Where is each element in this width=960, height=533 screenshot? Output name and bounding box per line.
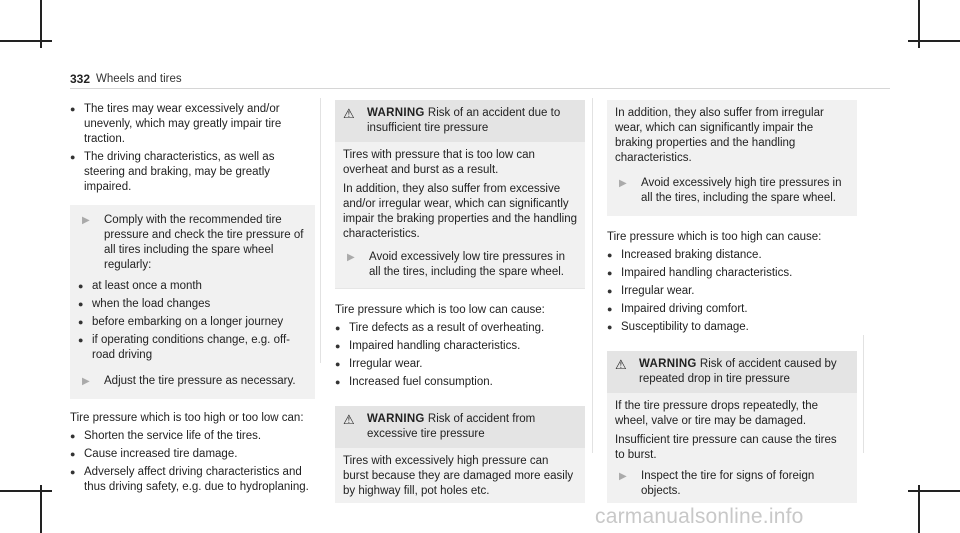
paragraph: Tires with pressure that is too low can overheat and burst as a result. — [343, 149, 535, 176]
arrow-right-icon: ▶ — [619, 471, 627, 482]
warning-triangle-icon: ⚠ — [343, 412, 355, 427]
warning-label: WARNING — [367, 413, 425, 425]
list-item: ● Increased braking distance. — [607, 249, 762, 261]
warning-title: Risk of accident caused by repeated drop in tire pressure — [639, 358, 837, 385]
warning-body — [335, 448, 585, 503]
bullet-icon: ● — [70, 104, 76, 114]
warning-triangle-icon: ⚠ — [343, 106, 355, 121]
crop-mark — [0, 490, 52, 492]
list-item: ● Tire defects as a result of overheating. — [335, 322, 545, 334]
warning-title: Risk of an accident due to insufficient tire pressure — [367, 107, 561, 134]
warning-box — [335, 100, 585, 289]
arrow-right-icon: ▶ — [82, 215, 90, 226]
bullet-icon: ● — [70, 431, 76, 441]
bullet-icon: ● — [70, 449, 76, 459]
column-divider — [863, 335, 864, 453]
warning-body — [607, 393, 857, 503]
list-item: ● The driving characteristics, as well as steering and braking, may be greatly impaired. — [70, 151, 275, 193]
crop-mark — [908, 40, 960, 42]
page-number: 332 — [70, 72, 91, 86]
crop-mark — [908, 490, 960, 492]
warning-title: Risk of accident from excessive tire pressure — [367, 413, 536, 440]
bullet-icon: ● — [607, 268, 613, 278]
list-item: ● Irregular wear. — [607, 285, 695, 297]
crop-mark — [40, 485, 42, 533]
watermark: carmanualsonline.info — [595, 505, 804, 528]
section-title: Wheels and tires — [96, 73, 182, 85]
bullet-icon: ● — [335, 377, 341, 387]
warning-body — [335, 142, 585, 288]
paragraph: In addition, they also suffer from excessive and/or irregular wear, which can significantly impair the braking properties and the handling characteristics. — [343, 183, 577, 240]
bullet-icon: ● — [335, 323, 341, 333]
list-item: ● before embarking on a longer journey — [78, 316, 284, 328]
list-item: ● Impaired driving comfort. — [607, 303, 748, 315]
warning-header — [335, 100, 585, 142]
bullet-icon: ● — [70, 467, 76, 477]
list-item: ● Impaired handling characteristics. — [335, 340, 521, 352]
list-item: ● if operating conditions change, e.g. off-road driving — [78, 334, 290, 361]
paragraph: Tire pressure which is too high or too low can: — [70, 412, 304, 424]
warning-header — [335, 406, 585, 448]
list-item: ● Adversely affect driving characteristics and thus driving safety, e.g. due to hydroplaning. — [70, 466, 309, 493]
bullet-icon: ● — [78, 317, 84, 327]
list-item: ● Susceptibility to damage. — [607, 321, 749, 333]
bullet-icon: ● — [78, 281, 84, 291]
paragraph: Tire pressure which is too low can cause: — [335, 304, 545, 316]
column-2 — [335, 100, 585, 503]
paragraph: Tires with excessively high pressure can burst because they are damaged more easily by highway fill, pot holes etc. — [343, 455, 574, 497]
arrow-right-icon: ▶ — [619, 178, 627, 189]
warning-label: WARNING — [639, 358, 697, 370]
bullet-icon: ● — [607, 304, 613, 314]
paragraph: Tire pressure which is too high can cause: — [607, 231, 822, 243]
bullet-icon: ● — [78, 335, 84, 345]
bullet-icon: ● — [607, 250, 613, 260]
bullet-icon: ● — [607, 322, 613, 332]
list-item: ● when the load changes — [78, 298, 211, 310]
column-divider — [320, 98, 321, 363]
warning-header — [607, 351, 857, 393]
list-item: ● Shorten the service life of the tires. — [70, 430, 262, 442]
crop-mark — [918, 485, 920, 533]
instruction-step: ▶ Avoid excessively high tire pressures in all the tires, including the spare wheel. — [615, 176, 849, 206]
warning-label: WARNING — [367, 107, 425, 119]
bullet-icon: ● — [335, 359, 341, 369]
header-divider — [70, 88, 890, 89]
list-item: ● at least once a month — [78, 280, 202, 292]
warning-body-continued — [607, 100, 857, 216]
list-item: ● Irregular wear. — [335, 358, 423, 370]
list-item: ● The tires may wear excessively and/or unevenly, which may greatly impair tire traction. — [70, 103, 282, 145]
instruction-step: ▶ Avoid excessively low tire pressures in all the tires, including the spare wheel. — [343, 250, 577, 280]
column-divider — [592, 98, 593, 453]
warning-box — [335, 406, 585, 503]
instruction-step: ▶ Inspect the tire for signs of foreign objects. — [615, 469, 849, 499]
bullet-icon: ● — [335, 341, 341, 351]
column-1 — [70, 102, 315, 498]
arrow-right-icon: ▶ — [82, 376, 90, 387]
warning-box — [607, 351, 857, 503]
paragraph: In addition, they also suffer from irregular wear, which can significantly impair the braking properties and the handling characteristics. — [615, 107, 824, 164]
list-item: ● Impaired handling characteristics. — [607, 267, 793, 279]
bullet-icon: ● — [78, 299, 84, 309]
warning-triangle-icon: ⚠ — [615, 357, 627, 372]
list-item: ● Cause increased tire damage. — [70, 448, 238, 460]
arrow-right-icon: ▶ — [347, 252, 355, 263]
bullet-icon: ● — [70, 152, 76, 162]
column-3 — [607, 100, 857, 503]
crop-mark — [0, 40, 52, 42]
paragraph: If the tire pressure drops repeatedly, the wheel, valve or tire may be damaged. — [615, 400, 819, 427]
list-item: ● Increased fuel consumption. — [335, 376, 493, 388]
paragraph: Insufficient tire pressure can cause the tires to burst. — [615, 434, 837, 461]
instruction-box — [70, 205, 315, 399]
bullet-icon: ● — [607, 286, 613, 296]
instruction-step: ▶ Adjust the tire pressure as necessary. — [78, 374, 307, 389]
instruction-step: ▶ Comply with the recommended tire pressure and check the tire pressure of all tires including the spare wheel regularly: — [78, 213, 307, 273]
